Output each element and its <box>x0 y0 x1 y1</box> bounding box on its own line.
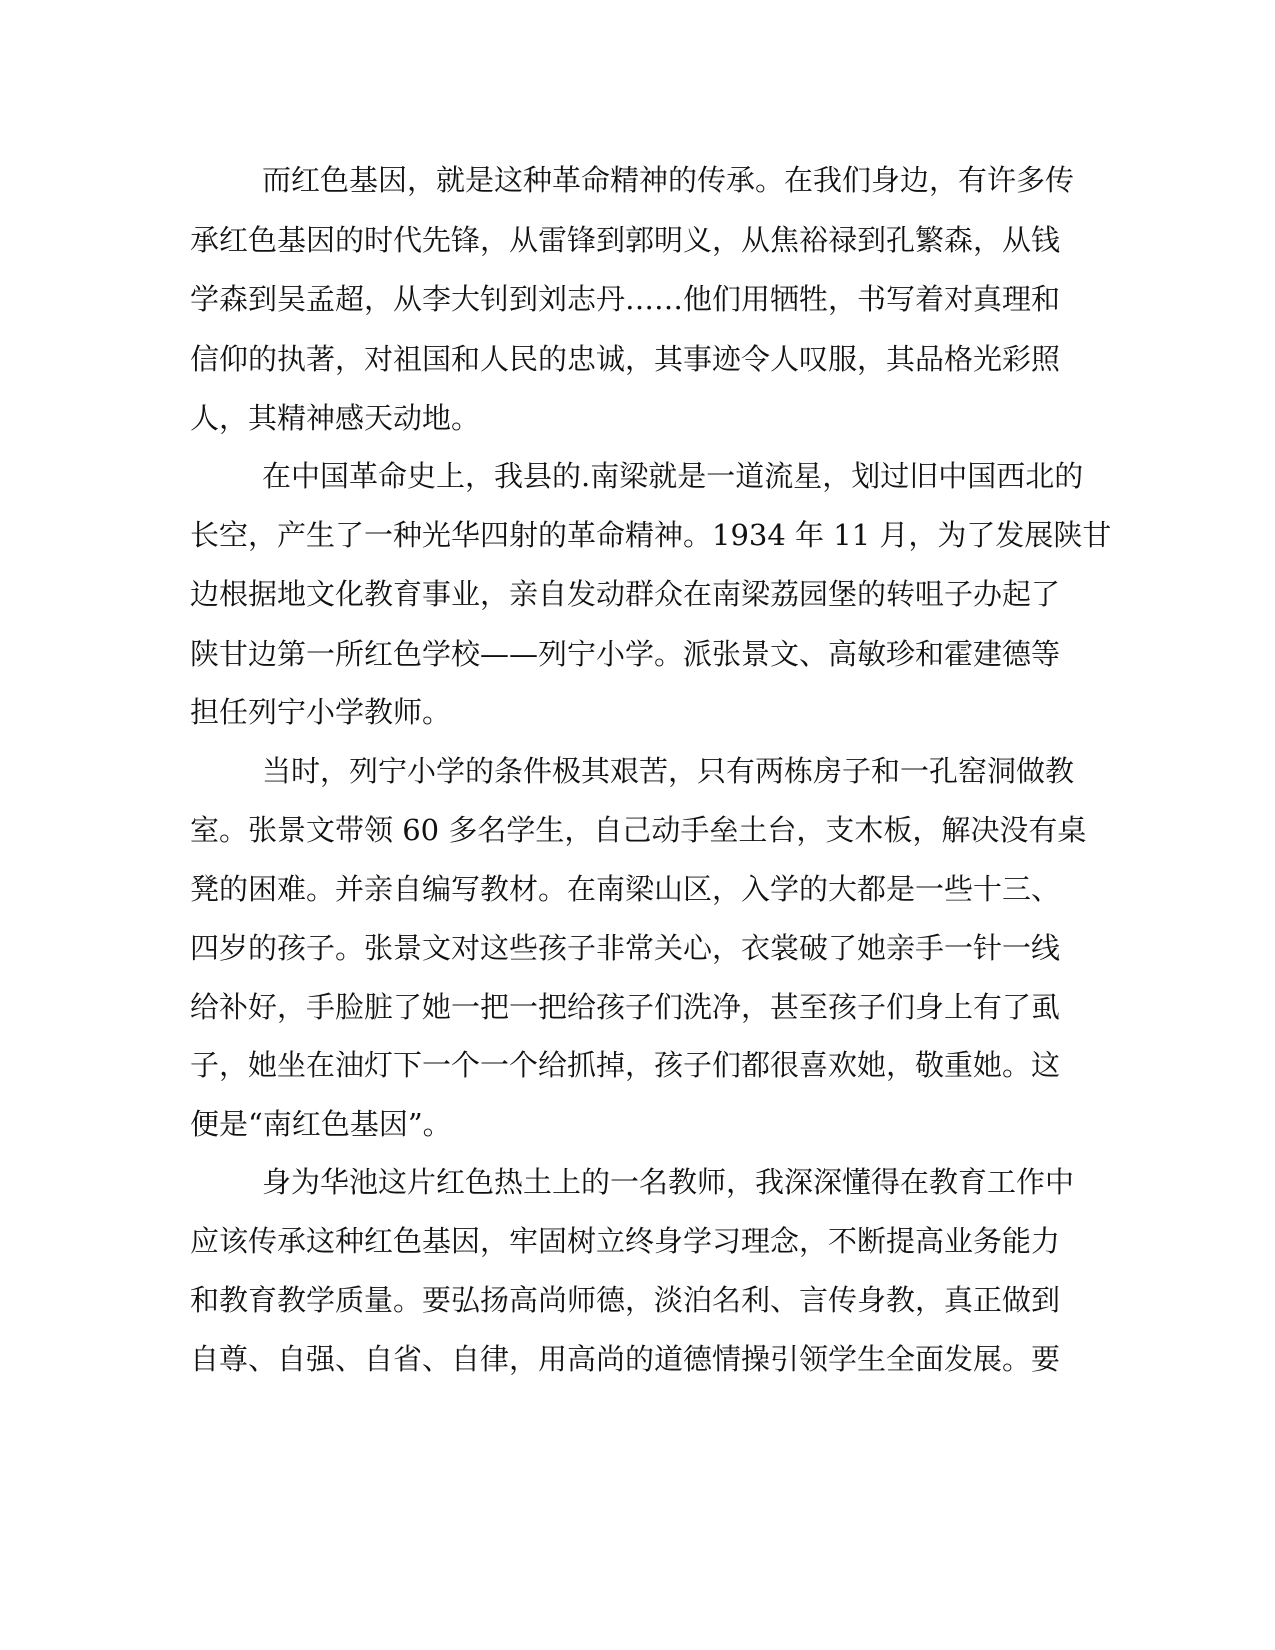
paragraph-3-line-1: 当时，列宁小学的条件极其艰苦，只有两栋房子和一孔窑洞做教 <box>262 754 1075 788</box>
paragraph-3-line-7: 便是“南红色基因”。 <box>190 1107 452 1141</box>
paragraph-2-line-5: 担任列宁小学教师。 <box>190 695 452 729</box>
paragraph-3-line-6: 子，她坐在油灯下一个一个给抓掉，孩子们都很喜欢她，敬重她。这 <box>190 1048 1061 1082</box>
paragraph-1-line-3: 学森到吴孟超，从李大钊到刘志丹……他们用牺牲，书写着对真理和 <box>190 282 1061 316</box>
paragraph-4-line-1: 身为华池这片红色热土上的一名教师，我深深懂得在教育工作中 <box>262 1165 1075 1199</box>
paragraph-1-line-4: 信仰的执著，对祖国和人民的忠诚，其事迹令人叹服，其品格光彩照 <box>190 342 1061 376</box>
paragraph-4-line-2: 应该传承这种红色基因，牢固树立终身学习理念，不断提高业务能力 <box>190 1224 1061 1258</box>
paragraph-3-line-3: 凳的困难。并亲自编写教材。在南梁山区，入学的大都是一些十三、 <box>190 872 1061 906</box>
paragraph-2-line-2: 长空，产生了一种光华四射的革命精神。1934 年 11 月，为了发展陕甘 <box>190 518 1112 552</box>
paragraph-2-line-4: 陕甘边第一所红色学校——列宁小学。派张景文、高敏珍和霍建德等 <box>190 637 1061 671</box>
paragraph-2-line-3: 边根据地文化教育事业，亲自发动群众在南梁荔园堡的转咀子办起了 <box>190 577 1061 611</box>
paragraph-3-line-5: 给补好，手脸脏了她一把一把给孩子们洗净，甚至孩子们身上有了虱 <box>190 990 1061 1024</box>
paragraph-1-line-2: 承红色基因的时代先锋，从雷锋到郭明义，从焦裕禄到孔繁森，从钱 <box>190 223 1061 257</box>
paragraph-3-line-2: 室。张景文带领 60 多名学生，自己动手垒土台，支木板，解决没有桌 <box>190 813 1087 847</box>
paragraph-1-line-5: 人，其精神感天动地。 <box>190 401 481 435</box>
paragraph-4-line-3: 和教育教学质量。要弘扬高尚师德，淡泊名利、言传身教，真正做到 <box>190 1283 1061 1317</box>
paragraph-1-line-1: 而红色基因，就是这种革命精神的传承。在我们身边，有许多传 <box>262 163 1075 197</box>
paragraph-3-line-4: 四岁的孩子。张景文对这些孩子非常关心，衣裳破了她亲手一针一线 <box>190 931 1061 965</box>
paragraph-4-line-4: 自尊、自强、自省、自律，用高尚的道德情操引领学生全面发展。要 <box>190 1342 1061 1376</box>
paragraph-2-line-1: 在中国革命史上，我县的.南梁就是一道流星，划过旧中国西北的 <box>262 459 1084 493</box>
